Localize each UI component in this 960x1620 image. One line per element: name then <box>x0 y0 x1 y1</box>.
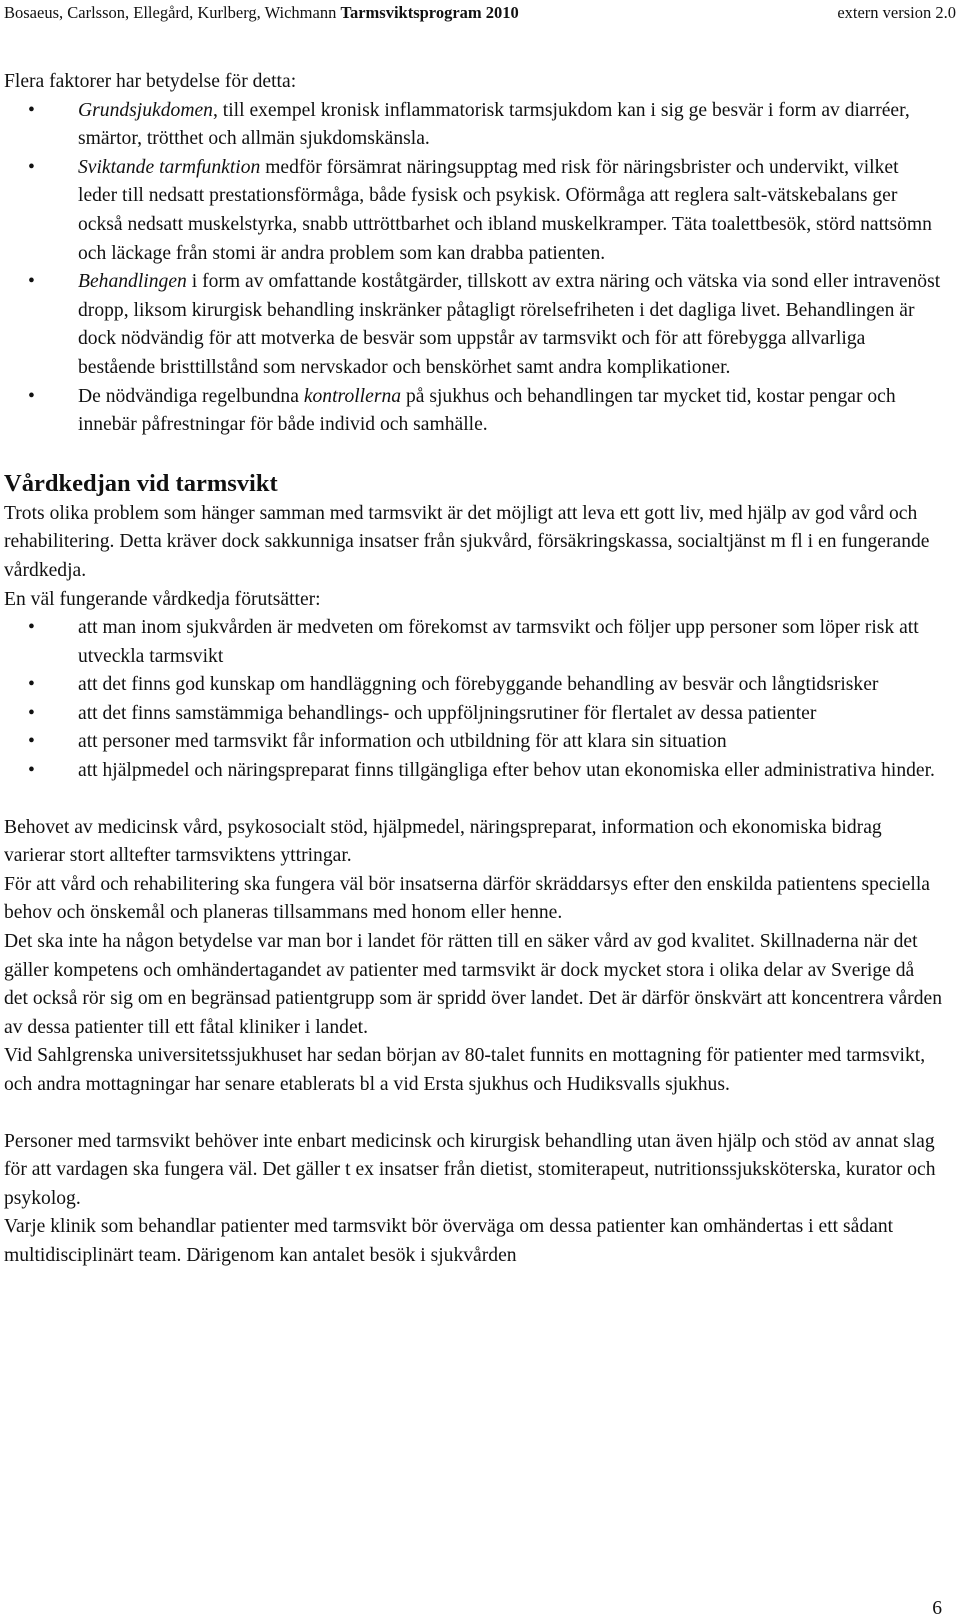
header-version: extern version 2.0 <box>837 3 956 22</box>
list-item-text: , till exempel kronisk inflammatorisk tarmsjukdom kan i sig ge besvär i form av diarréer, smärtor, trötthet och allmän sjukdomskänsla. <box>78 99 910 150</box>
header-authors: Bosaeus, Carlsson, Ellegård, Kurlberg, Wichmann <box>4 3 337 22</box>
list-item: • att personer med tarmsvikt får information och utbildning för att klara sin situation <box>78 728 942 757</box>
factors-intro: Flera faktorer har betydelse för detta: <box>4 71 297 92</box>
paragraph: En väl fungerande vårdkedja förutsätter: <box>4 588 321 610</box>
list-item-prefix: De nödvändiga regelbundna <box>78 385 304 407</box>
list-item <box>78 97 942 154</box>
list-item: • att man inom sjukvården är medveten om förekomst av tarmsvikt och följer upp personer som löper risk att utveckla tarmsvikt <box>78 614 942 671</box>
page-header <box>4 2 956 24</box>
list-item-text: i form av omfattande koståtgärder, tillskott av extra näring och vätska via sond eller intravenöst dropp, liksom kirurgisk behandling inskränker påtagligt rörelsefriheten i det dagliga livet. Behandlingen är dock nödvändig för att motverka de besvär som uppstår av tarmsvikt och för att förebygga allvarliga bestående bristtillstånd som nervskador och benskörhet samt andra komplikationer. <box>78 271 941 378</box>
list-item <box>78 383 942 440</box>
paragraph: Personer med tarmsvikt behöver inte enbart medicinsk och kirurgisk behandling utan även hjälp och stöd av annat slag för att vardagen ska fungera väl. Det gäller t ex insatser från dietist, stomiterapeut, nutritionssjuksköterska, kurator och psykolog. <box>4 1130 936 1209</box>
paragraph: Vid Sahlgrenska universitetssjukhuset har sedan början av 80-talet funnits en mottagning för patienter med tarmsvikt, och andra mottagningar har senare etablerats bl a vid Ersta sjukhus och Hudiksvalls sjukhus. <box>4 1045 926 1095</box>
paragraph: Det ska inte ha någon betydelse var man bor i landet för rätten till en säker vård av god kvalitet. Skillnaderna när det gäller kompetens och omhändertagandet av patienter med tarmsvikt är dock mycket stora i olika delar av Sverige då det också rör sig om en begränsad patientgrupp som är spridd över landet. Det är därför önskvärt att koncentrera vården av dessa patienter till ett fåtal kliniker i landet. <box>4 931 942 1038</box>
spacer <box>4 786 942 814</box>
list-item-text: på sjukhus och behandlingen tar mycket tid, kostar pengar och innebär påfrestningar för både individ och samhälle. <box>78 385 896 436</box>
term-sviktande-tarmfunktion: Sviktande tarmfunktion <box>78 156 261 178</box>
list-item-text: medför försämrat näringsupptag med risk för näringsbrister och undervikt, vilket leder till nedsatt prestationsförmåga, både fysisk och psykisk. Oförmåga att reglera salt-vätskebalans ger också nedsatt muskelstyrka, snabb uttröttbarhet och ibland muskelkramper. Täta toalettbesök, störd nattsömn och läckage från stomi är andra problem som kan drabba patienten. <box>78 156 932 264</box>
prerequisites-list <box>4 614 942 786</box>
page-number: 6 <box>932 1598 942 1619</box>
paragraph: För att vård och rehabilitering ska fungera väl bör insatserna därför skräddarsys efter den enskilda patientens speciella behov och önskemål och planeras tillsammans med honom eller henne. <box>4 873 931 924</box>
section-heading: Vårdkedjan vid tarmsvikt <box>4 469 278 497</box>
list-item <box>78 154 942 268</box>
header-program: Tarmsviktsprogram 2010 <box>340 3 519 22</box>
document-body <box>4 68 942 1271</box>
header-left <box>4 2 519 24</box>
spacer <box>4 1100 942 1128</box>
paragraph: Behovet av medicinsk vård, psykosocialt stöd, hjälpmedel, näringspreparat, information och ekonomiska bidrag varierar stort alltefter tarmsviktens yttringar. <box>4 816 882 867</box>
list-item: • att hjälpmedel och näringspreparat finns tillgängliga efter behov utan ekonomiska eller administrativa hinder. <box>78 757 942 786</box>
spacer <box>4 440 942 468</box>
factors-list <box>4 97 942 440</box>
list-item: • att det finns samstämmiga behandlings- och uppföljningsrutiner för flertalet av dessa patienter <box>78 700 942 729</box>
term-grundsjukdomen: Grundsjukdomen <box>78 99 213 121</box>
paragraph: Trots olika problem som hänger samman med tarmsvikt är det möjligt att leva ett gott liv, med hjälp av god vård och rehabilitering. Detta kräver dock sakkunniga insatser från sjukvård, försäkringskassa, socialtjänst m fl i en fungerande vårdkedja. <box>4 502 930 581</box>
list-item <box>78 268 942 382</box>
term-behandlingen: Behandlingen <box>78 271 187 293</box>
list-item: • att det finns god kunskap om handläggning och förebyggande behandling av besvär och långtidsrisker <box>78 671 942 700</box>
term-kontrollerna: kontrollerna <box>303 385 402 407</box>
paragraph: Varje klinik som behandlar patienter med tarmsvikt bör överväga om dessa patienter kan omhändertas i ett sådant multidisciplinärt team. Därigenom kan antalet besök i sjukvården <box>4 1216 894 1266</box>
